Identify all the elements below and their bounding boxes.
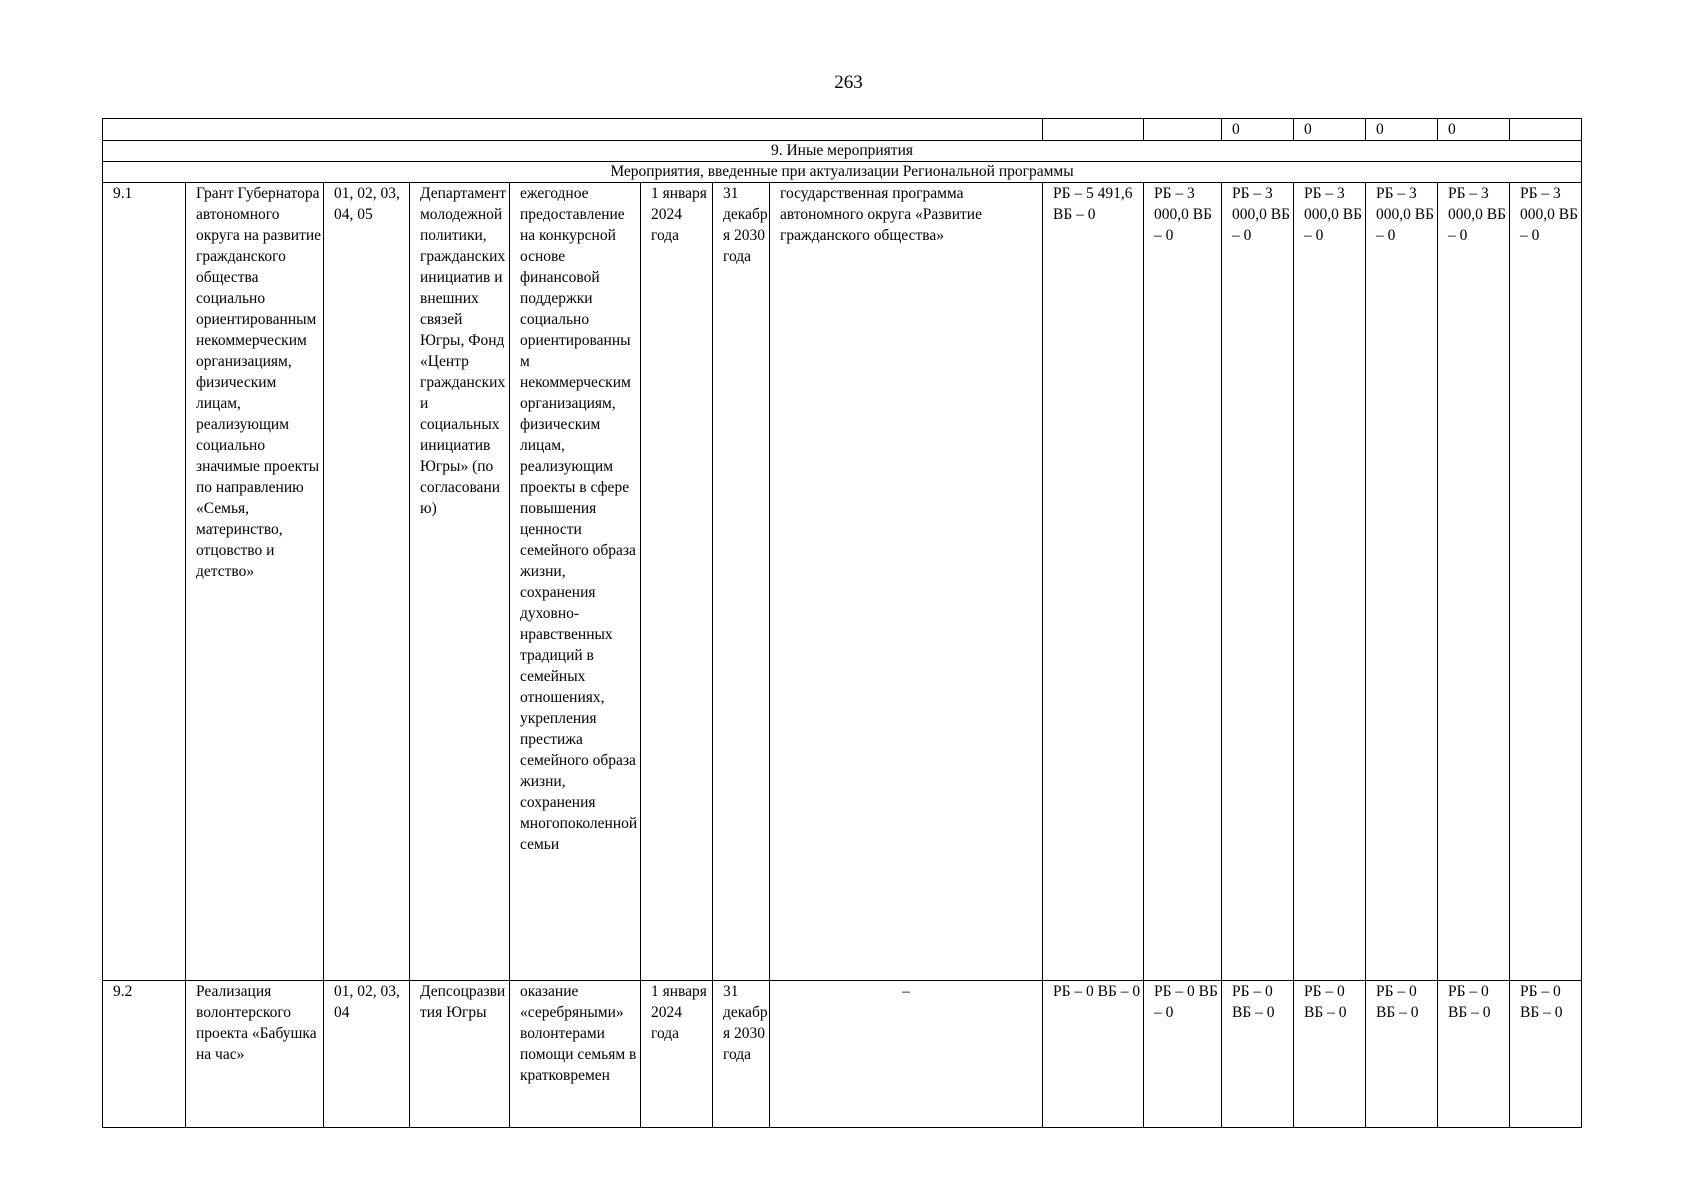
funding-cell: РБ – 0 ВБ – 0 xyxy=(1294,981,1366,1128)
funding-cell: РБ – 0 ВБ – 0 xyxy=(1510,981,1582,1128)
measure-description: ежегодное предоставление на конкурсной основе финансовой поддержки социально ориентированным некоммерческим организациям, физическим лицам, реализующим проекты в сфере повышения ценности семейного образа жизни, сохранения духовно-нравственных традиций в семейных отношениях, укрепления престижа семейного образа жизни, сохранения многопоколенной семьи xyxy=(510,183,641,981)
funding-cell: РБ – 5 491,6 ВБ – 0 xyxy=(1043,183,1144,981)
funding-cell: РБ – 0 ВБ – 0 xyxy=(1438,981,1510,1128)
funding-cell: РБ – 3 000,0 ВБ – 0 xyxy=(1222,183,1294,981)
value-cell: 0 xyxy=(1294,119,1366,141)
funding-cell: РБ – 0 ВБ – 0 xyxy=(1043,981,1144,1128)
value-cell: 0 xyxy=(1366,119,1438,141)
section-row xyxy=(103,141,1582,162)
executor: Депсоцразвития Югры xyxy=(410,981,510,1128)
task-codes: 01, 02, 03, 04 xyxy=(324,981,410,1128)
funding-cell: РБ – 3 000,0 ВБ – 0 xyxy=(1294,183,1366,981)
measure-name: Реализация волонтерского проекта «Бабушка на час» xyxy=(186,981,324,1128)
table-row-continuation xyxy=(103,119,1582,141)
row-number: 9.1 xyxy=(103,183,186,981)
empty-cell xyxy=(1144,119,1222,141)
start-date: 1 января 2024 года xyxy=(641,981,713,1128)
executor: Департамент молодежной политики, гражданских инициатив и внешних связей Югры, Фонд «Центр гражданских и социальных инициатив Югры» (по согласованию) xyxy=(410,183,510,981)
subsection-title: Мероприятия, введенные при актуализации Региональной программы xyxy=(103,162,1582,183)
task-codes: 01, 02, 03, 04, 05 xyxy=(324,183,410,981)
section-title: 9. Иные мероприятия xyxy=(103,141,1582,162)
table-row xyxy=(103,183,1582,981)
subsection-row xyxy=(103,162,1582,183)
funding-cell: РБ – 3 000,0 ВБ – 0 xyxy=(1144,183,1222,981)
program-table xyxy=(102,118,1582,1128)
state-program: – xyxy=(770,981,1043,1128)
empty-cell xyxy=(1043,119,1144,141)
start-date: 1 января 2024 года xyxy=(641,183,713,981)
funding-cell: РБ – 0 ВБ – 0 xyxy=(1144,981,1222,1128)
empty-cell xyxy=(103,119,1043,141)
end-date: 31 декабря 2030 года xyxy=(713,981,770,1128)
end-date: 31 декабря 2030 года xyxy=(713,183,770,981)
funding-cell: РБ – 0 ВБ – 0 xyxy=(1366,981,1438,1128)
row-number: 9.2 xyxy=(103,981,186,1128)
funding-cell: РБ – 3 000,0 ВБ – 0 xyxy=(1510,183,1582,981)
funding-cell: РБ – 0 ВБ – 0 xyxy=(1222,981,1294,1128)
page-number: 263 xyxy=(834,72,863,93)
table-row xyxy=(103,981,1582,1128)
measure-description: оказание «серебряными» волонтерами помощи семьям в кратковремен xyxy=(510,981,641,1128)
state-program: государственная программа автономного округа «Развитие гражданского общества» xyxy=(770,183,1043,981)
value-cell: 0 xyxy=(1438,119,1510,141)
funding-cell: РБ – 3 000,0 ВБ – 0 xyxy=(1366,183,1438,981)
value-cell: 0 xyxy=(1222,119,1294,141)
empty-cell xyxy=(1510,119,1582,141)
measure-name: Грант Губернатора автономного округа на развитие гражданского общества социально ориентированным некоммерческим организациям, физическим лицам, реализующим социально значимые проекты по направлению «Семья, материнство, отцовство и детство» xyxy=(186,183,324,981)
funding-cell: РБ – 3 000,0 ВБ – 0 xyxy=(1438,183,1510,981)
